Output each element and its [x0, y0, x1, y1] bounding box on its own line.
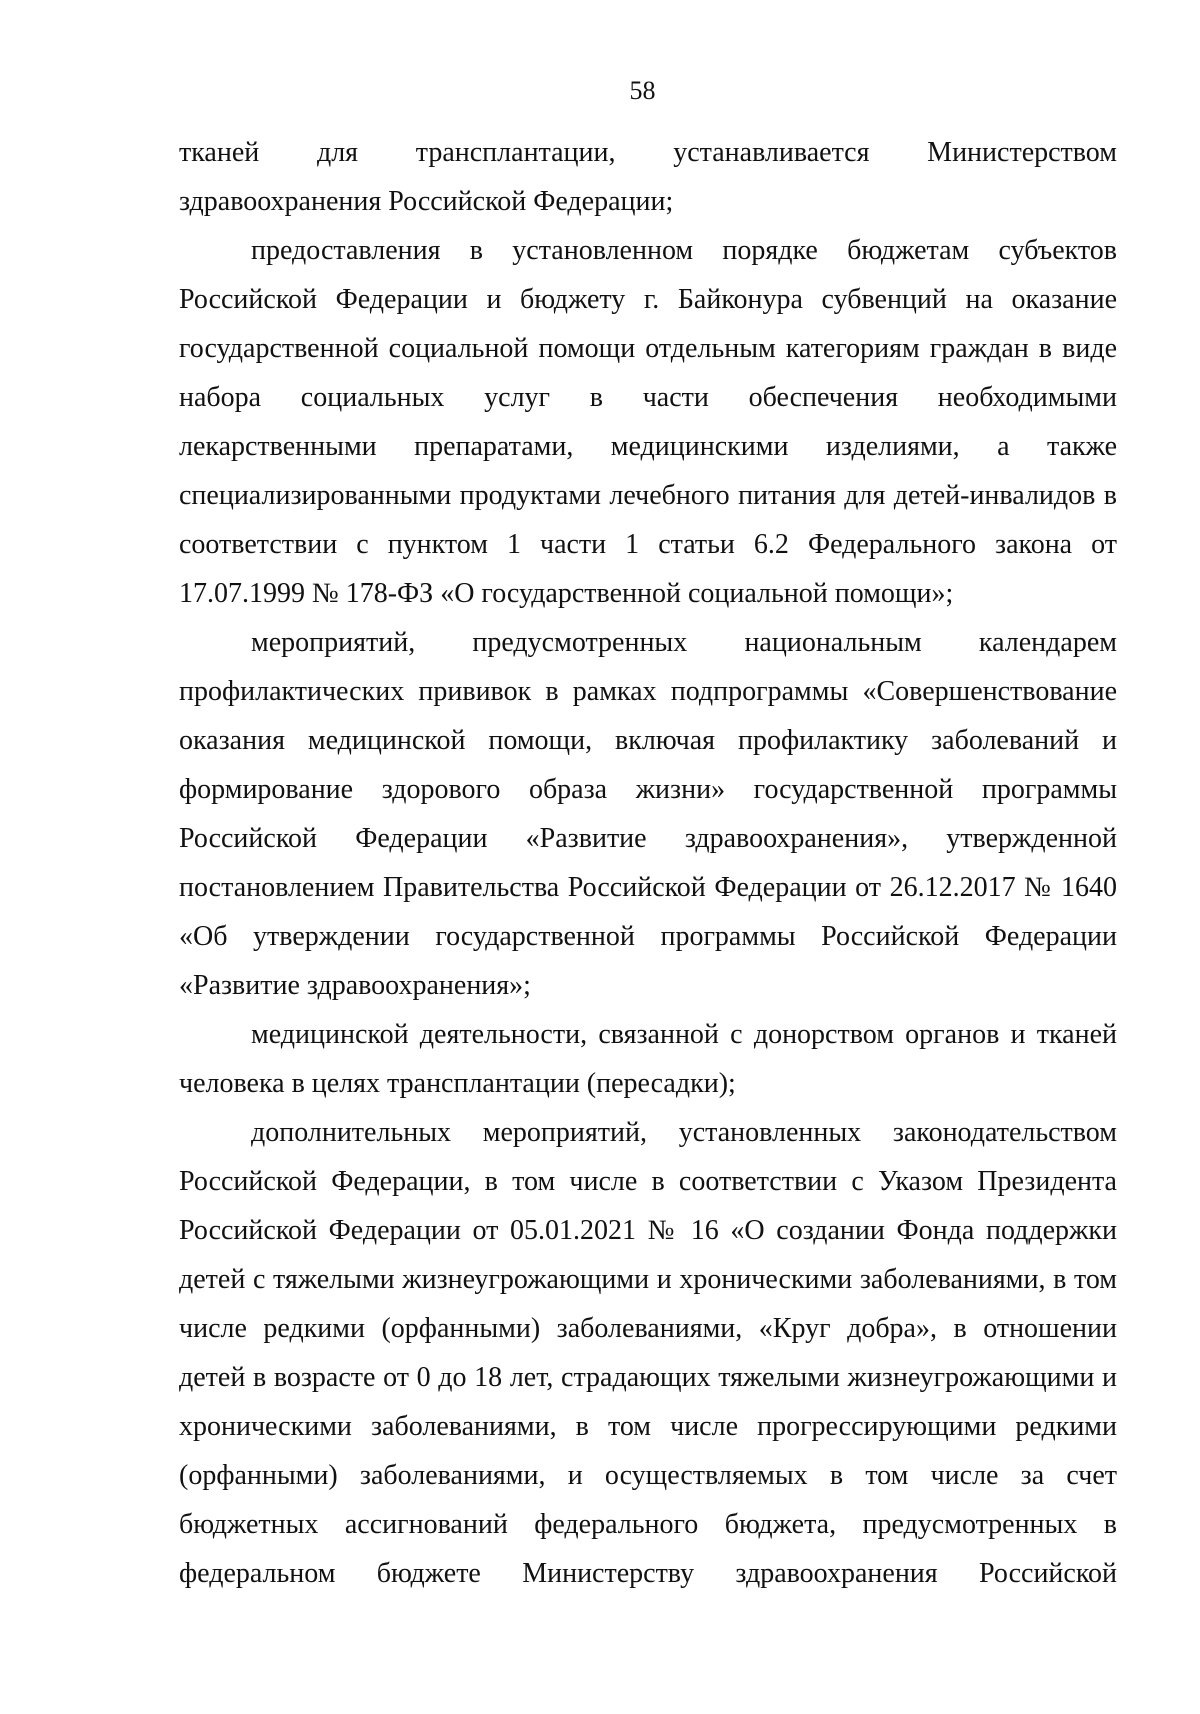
page-number: 58	[629, 76, 656, 105]
document-body	[179, 128, 1117, 1598]
paragraph-additional-measures: дополнительных мероприятий, установленных законодательством Российской Федерации, в том числе в соответствии с Указом Президента Российской Федерации от 05.01.2021 № 16 «О создании Фонда поддержки детей с тяжелыми жизнеугрожающими и хроническими заболеваниями, в том числе редкими (орфанными) заболеваниями, «Круг добра», в отношении детей в возрасте от 0 до 18 лет, страдающих тяжелыми жизнеугрожающими и хроническими заболеваниями, в том числе прогрессирующими редкими (орфанными) заболеваниями, и осуществляемых в том числе за счет бюджетных ассигнований федерального бюджета, предусмотренных в федеральном бюджете Министерству здравоохранения Российской	[179, 1117, 1117, 1589]
paragraph-continuation: тканей для трансплантации, устанавливается Министерством здравоохранения Российской Федерации;	[179, 137, 1117, 217]
paragraph-vaccination: мероприятий, предусмотренных национальным календарем профилактических прививок в рамках подпрограммы «Совершенствование оказания медицинской помощи, включая профилактику заболеваний и формирование здорового образа жизни» государственной программы Российской Федерации «Развитие здравоохранения», утвержденной постановлением Правительства Российской Федерации от 26.12.2017 № 1640 «Об утверждении государственной программы Российской Федерации «Развитие здравоохранения»;	[179, 627, 1117, 1001]
paragraph-donorship: медицинской деятельности, связанной с донорством органов и тканей человека в целях трансплантации (пересадки);	[179, 1019, 1117, 1099]
paragraph-subventions: предоставления в установленном порядке бюджетам субъектов Российской Федерации и бюджету г. Байконура субвенций на оказание государственной социальной помощи отдельным категориям граждан в виде набора социальных услуг в части обеспечения необходимыми лекарственными препаратами, медицинскими изделиями, а также специализированными продуктами лечебного питания для детей-инвалидов в соответствии с пунктом 1 части 1 статьи 6.2 Федерального закона от 17.07.1999 № 178-ФЗ «О государственной социальной помощи»;	[179, 235, 1117, 609]
